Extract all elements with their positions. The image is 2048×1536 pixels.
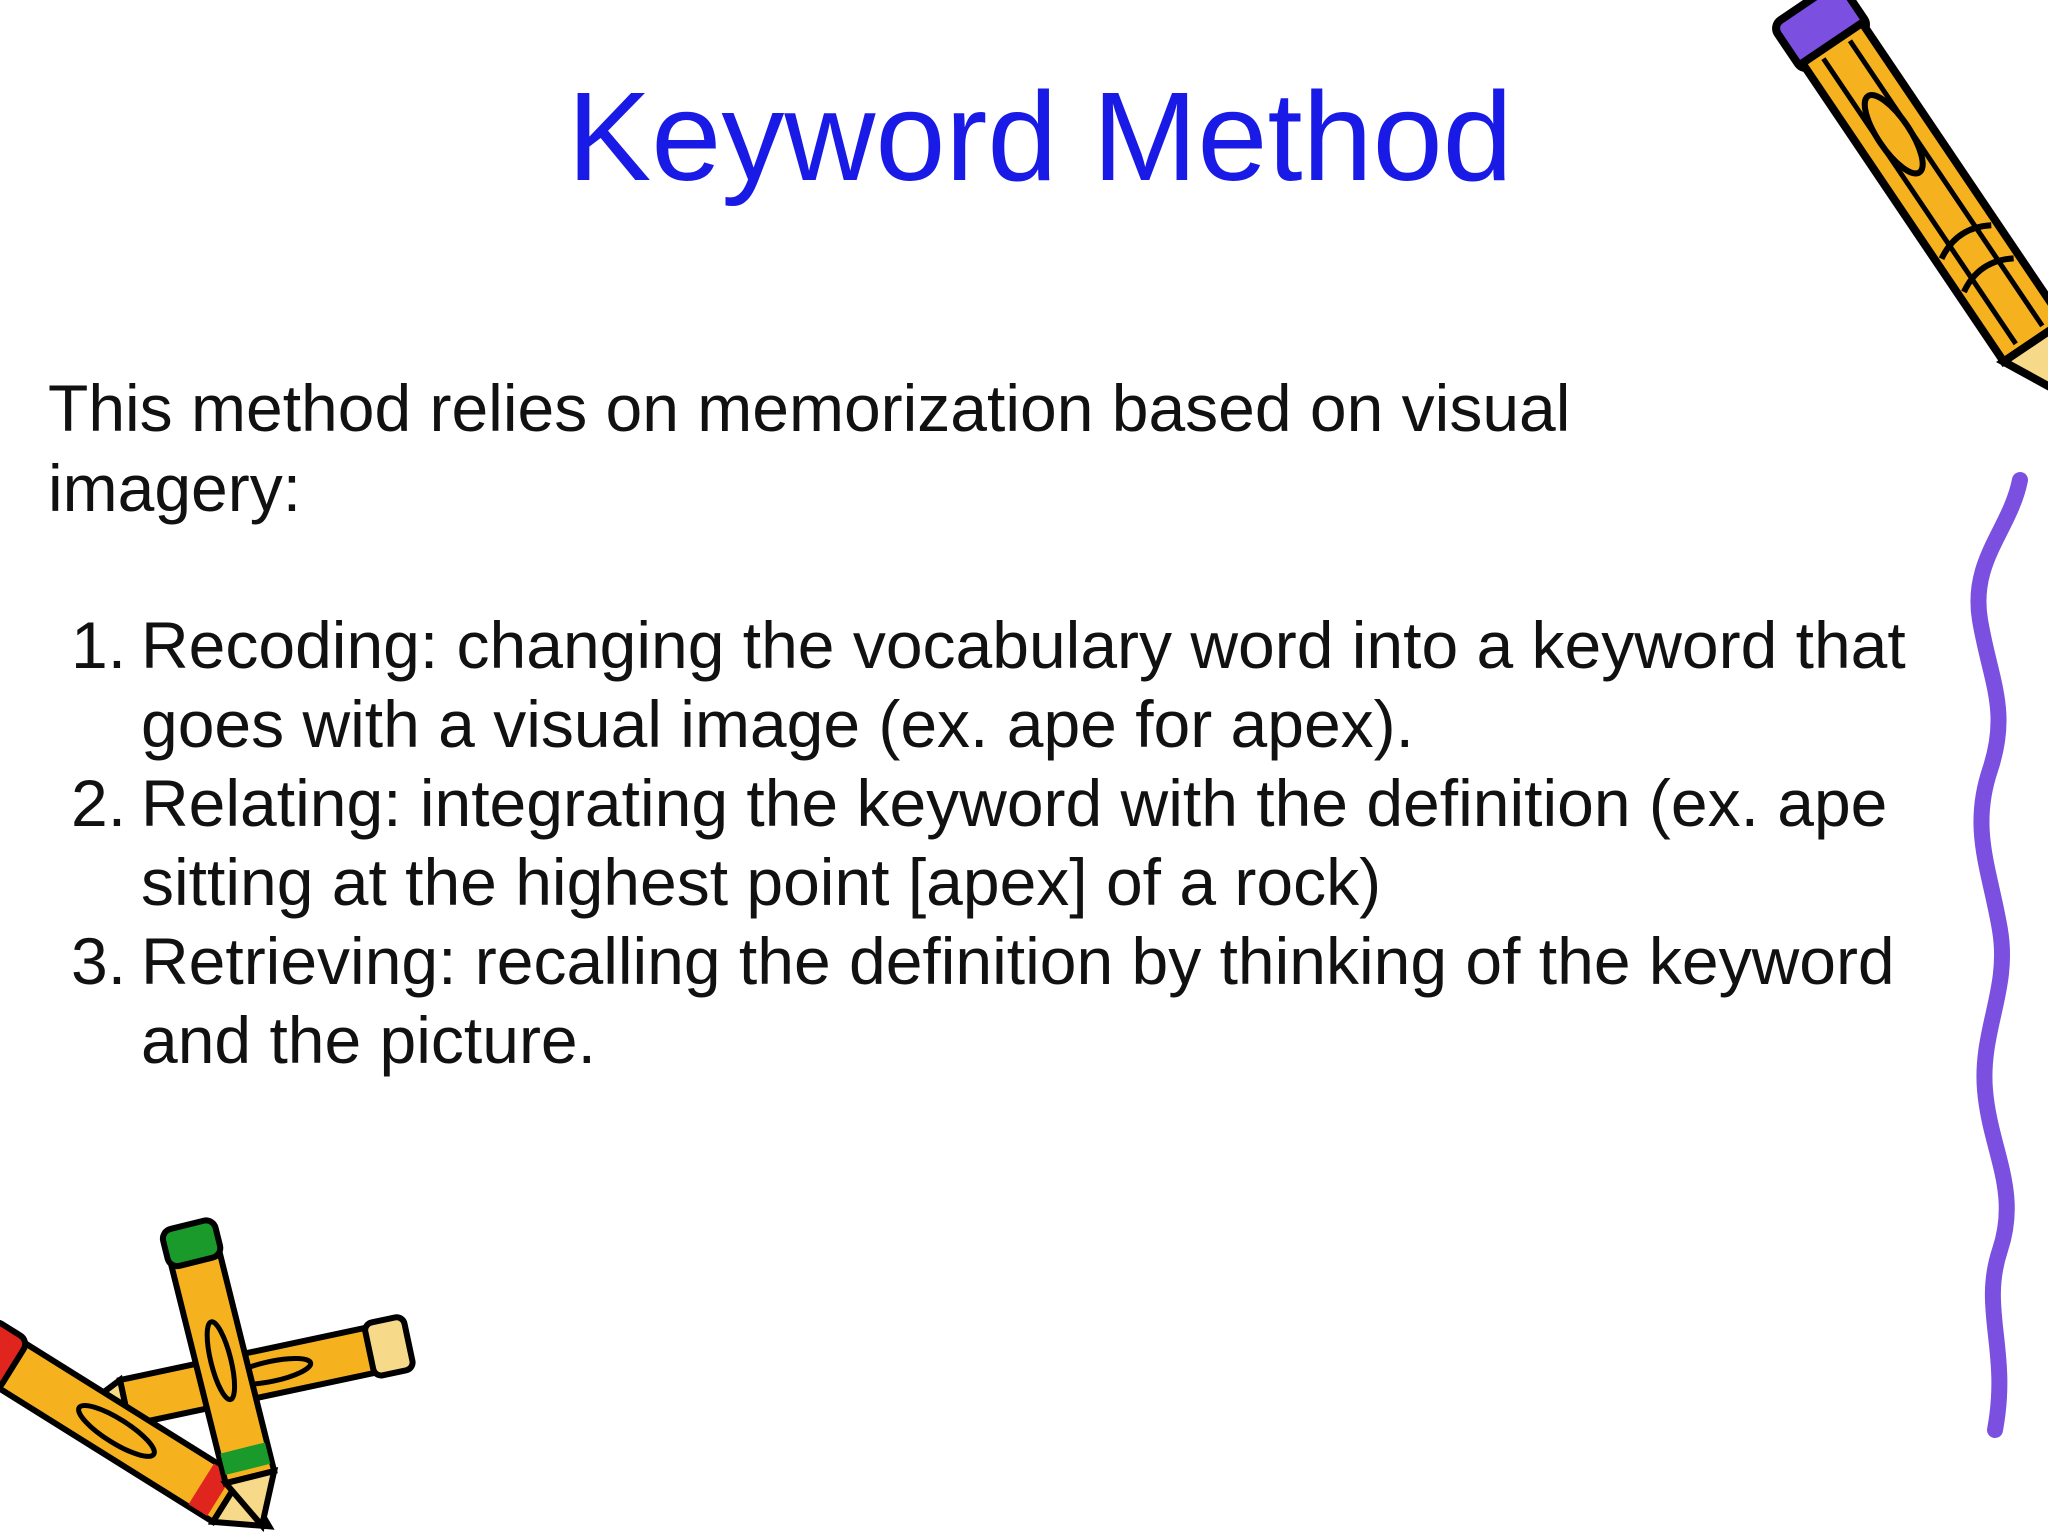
list-item-text: Recoding: changing the vocabulary word into a keyword that goes with a visual image (ex. ape for apex). [141,608,1906,761]
steps-list [48,606,1908,1080]
pencil-icon [1720,0,2040,500]
list-item-number: 3. [71,924,127,998]
slide-title: Keyword Method [567,66,1513,207]
crossed-pencils-icon [0,1230,420,1530]
list-item-number: 1. [71,608,127,682]
squiggle-line-icon [1950,470,2040,1450]
intro-text: This method relies on memorization based on visual imagery: [48,371,1571,525]
list-item [48,764,1908,922]
list-item-text: Relating: integrating the keyword with the definition (ex. ape sitting at the highest point [apex] of a rock) [141,766,1888,919]
list-item [48,922,1908,1080]
list-item [48,606,1908,764]
list-item-text: Retrieving: recalling the definition by thinking of the keyword and the picture. [141,924,1895,1077]
list-item-number: 2. [71,766,127,840]
